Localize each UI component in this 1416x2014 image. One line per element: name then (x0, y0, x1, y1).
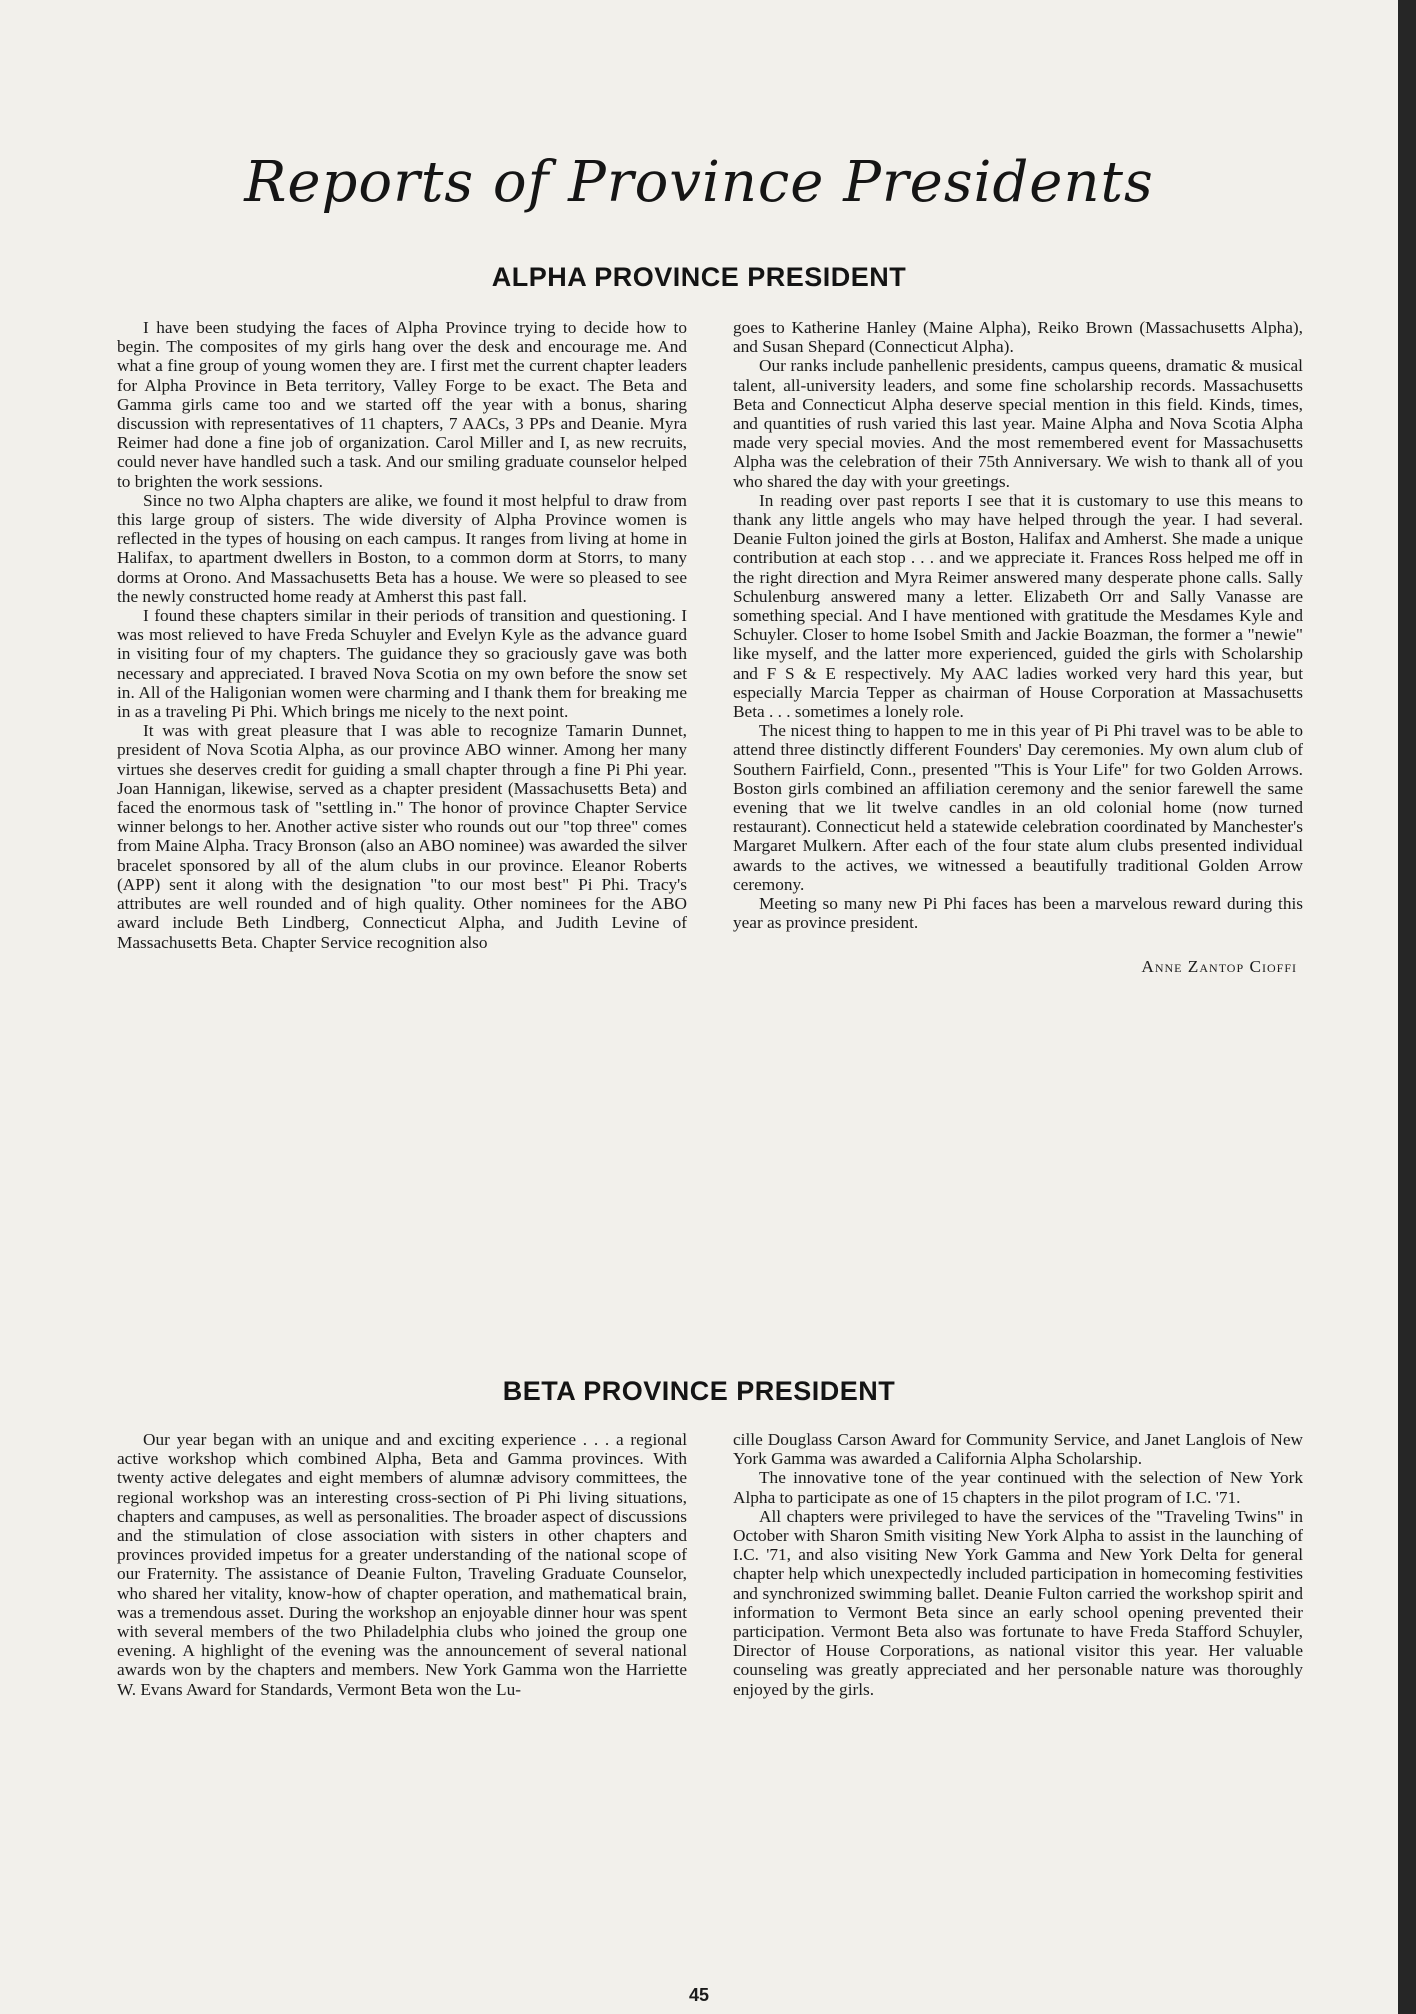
paragraph: I found these chapters similar in their periods of transition and questioning. I was most relieved to have Freda Schuyler and Evelyn Kyle as the advance guard in visiting four of my chapters. The guidance they so graciously gave was both necessary and appreciated. I braved Nova Scotia on my own before the snow set in. All of the Haligonian women were charming and I thank them for breaking me in as a traveling Pi Phi. Which brings me nicely to the next point. (117, 606, 687, 722)
paragraph: Our year began with an unique and and exciting experience . . . a regional active workshop which combined Alpha, Beta and Gamma provinces. With twenty active delegates and eight members of alumnæ advisory committees, the regional workshop was an interesting cross-section of Pi Phi living situations, chapters and campuses, as well as personalities. The broader aspect of discussions and the stimulation of close association with sisters in other chapters and provinces provided impetus for a greater understanding of the national scope of our Fraternity. The assistance of Deanie Fulton, Traveling Graduate Counselor, who shared her vitality, know-how of chapter operation, and mathematical brain, was a tremendous asset. During the workshop an enjoyable dinner hour was spent with several members of the two Philadelphia clubs who joined the group one evening. A highlight of the evening was the announcement of several national awards won by the chapters and members. New York Gamma won the Harriette W. Evans Award for Standards, Vermont Beta won the Lu- (117, 1430, 687, 1699)
beta-right-column (733, 1430, 1303, 1699)
alpha-right-column (733, 318, 1303, 976)
beta-section-heading: BETA PROVINCE PRESIDENT (502, 1376, 896, 1406)
author-signature: Anne Zantop Cioffi (1141, 956, 1297, 976)
alpha-section-heading: ALPHA PROVINCE PRESIDENT (491, 262, 907, 292)
page-number: 45 (688, 1985, 710, 2005)
beta-left-column (117, 1430, 687, 1699)
paragraph: goes to Katherine Hanley (Maine Alpha), Reiko Brown (Massachusetts Alpha), and Susan Shepard (Connecticut Alpha). (733, 318, 1303, 357)
paragraph: cille Douglass Carson Award for Community Service, and Janet Langlois of New York Gamma was awarded a California Alpha Scholarship. (733, 1430, 1303, 1469)
paragraph: In reading over past reports I see that it is customary to use this means to thank any little angels who may have helped through the year. I had several. Deanie Fulton joined the girls at Boston, Halifax and Amherst. She made a unique contribution at each stop . . . and we appreciate it. Frances Ross helped me off in the right direction and Myra Reimer answered many desperate phone calls. Sally Schulenburg answered many a letter. Elizabeth Orr and Sally Vanasse are something special. And I have mentioned with gratitude the Mesdames Kyle and Schuyler. Closer to home Isobel Smith and Jackie Boazman, the former a "newie" like myself, and the latter more experienced, guided the girls with Scholarship and F S & E respectively. My AAC ladies worked very hard this year, but especially Marcia Tepper as chairman of House Corporation at Massachusetts Beta . . . sometimes a lonely role. (733, 490, 1303, 722)
alpha-left-column (117, 318, 687, 952)
paragraph: Meeting so many new Pi Phi faces has been a marvelous reward during this year as province president. (733, 894, 1303, 933)
paragraph: Our ranks include panhellenic presidents, campus queens, dramatic & musical talent, all-university leaders, and some fine scholarship records. Massachusetts Beta and Connecticut Alpha deserve special mention in this field. Kinds, times, and quantities of rush varied this last year. Maine Alpha and Nova Scotia Alpha made very special movies. And the most remembered event for Massachusetts Alpha was the celebration of their 75th Anniversary. We wish to thank all of you who shared the day with your greetings. (733, 356, 1303, 491)
paragraph: It was with great pleasure that I was able to recognize Tamarin Dunnet, president of Nova Scotia Alpha, as our province ABO winner. Among her many virtues she deserves credit for guiding a small chapter through a fine Pi Phi year. Joan Hannigan, likewise, served as a chapter president (Massachusetts Beta) and faced the enormous task of "settling in." The honor of province Chapter Service winner belongs to her. Another active sister who rounds out our "top three" comes from Maine Alpha. Tracy Bronson (also an ABO nominee) was awarded the silver bracelet sponsored by all of the alum clubs in our province. Eleanor Roberts (APP) sent it along with the designation "to our most best" Pi Phi. Tracy's attributes are well rounded and of high quality. Other nominees for the ABO award include Beth Lindberg, Connecticut Alpha, and Judith Levine of Massachusetts Beta. Chapter Service recognition also (117, 721, 687, 952)
paragraph: Since no two Alpha chapters are alike, we found it most helpful to draw from this large group of sisters. The wide diversity of Alpha Province women is reflected in the types of housing on each campus. It ranges from living at home in Halifax, to apartment dwellers in Boston, to a common dorm at Storrs, to many dorms at Orono. And Massachusetts Beta has a house. We were so pleased to see the newly constructed home ready at Amherst this past fall. (117, 490, 687, 606)
page-title: Reports of Province Presidents (244, 150, 1154, 215)
paragraph: The nicest thing to happen to me in this year of Pi Phi travel was to be able to attend three distinctly different Founders' Day ceremonies. My own alum club of Southern Fairfield, Conn., presented "This is Your Life" for two Golden Arrows. Boston girls combined an affiliation ceremony and the senior farewell the same evening that we lit twelve candles in an old colonial home (now turned restaurant). Connecticut held a statewide celebration coordinated by Manchester's Margaret Mulkern. After each of the four state alum clubs presented individual awards to the actives, we witnessed a beautifully traditional Golden Arrow ceremony. (733, 721, 1303, 894)
paragraph: All chapters were privileged to have the services of the "Traveling Twins" in October with Sharon Smith visiting New York Alpha to assist in the launching of I.C. '71, and also visiting New York Gamma and New York Delta for general chapter help which unexpectedly included participation in homecoming festivities and synchronized swimming ballet. Deanie Fulton carried the workshop spirit and information to Vermont Beta since an early school opening prevented their participation. Vermont Beta also was fortunate to have Freda Stafford Schuyler, Director of House Corporations, as national visitor this year. Her valuable counseling was greatly appreciated and her personable nature was thoroughly enjoyed by the girls. (733, 1506, 1303, 1699)
paragraph: I have been studying the faces of Alpha Province trying to decide how to begin. The composites of my girls hang over the desk and encourage me. And what a fine group of young women they are. I first met the current chapter leaders for Alpha Province in Beta territory, Valley Forge to be exact. The Beta and Gamma girls came too and we started off the year with a bonus, sharing discussion with representatives of 11 chapters, 7 AACs, 3 PPs and Deanie. Myra Reimer had done a fine job of organization. Carol Miller and I, as new recruits, could never have handled such a task. And our smiling graduate counselor helped to brighten the work sessions. (117, 318, 687, 491)
paragraph: The innovative tone of the year continued with the selection of New York Alpha to participate as one of 15 chapters in the pilot program of I.C. '71. (733, 1468, 1303, 1507)
scan-edge (1398, 0, 1416, 2014)
